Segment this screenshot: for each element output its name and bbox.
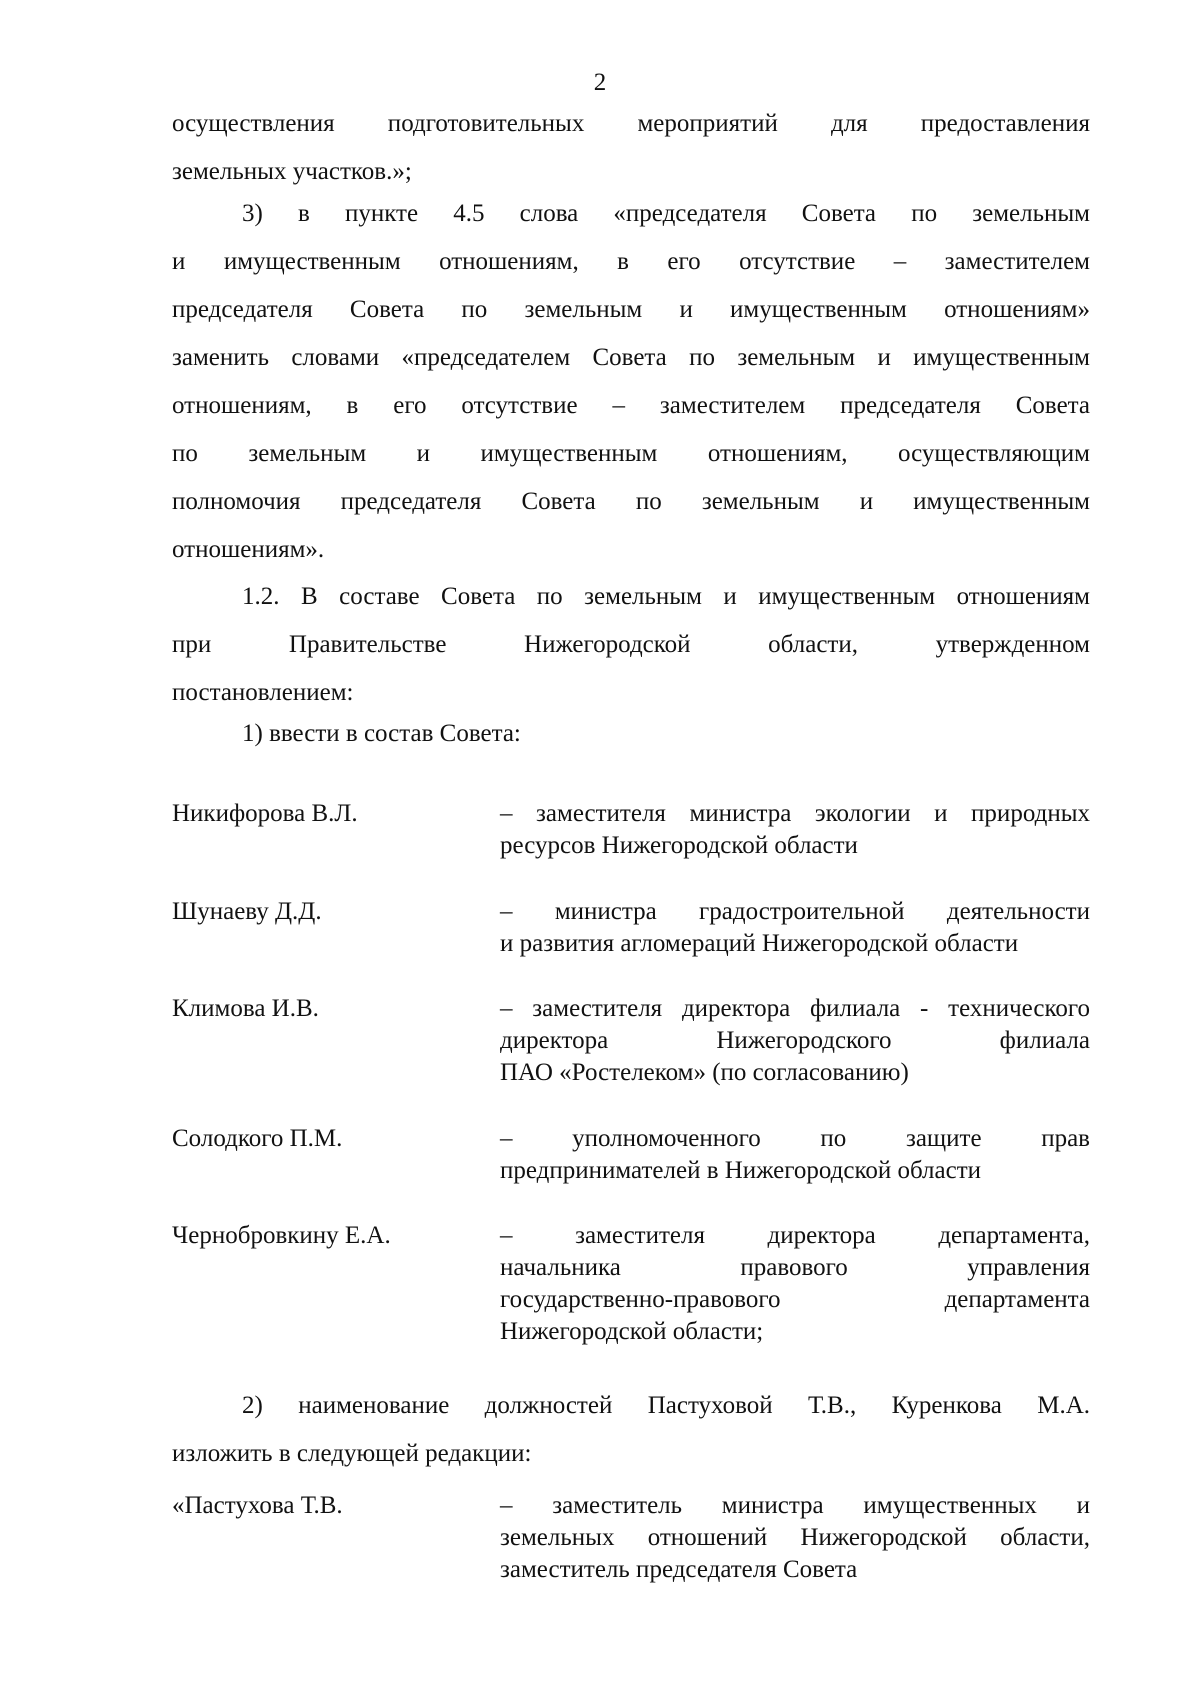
member-position: [500, 896, 1090, 960]
position-line: и развития агломераций Нижегородской области: [500, 930, 1019, 957]
item-3-paragraph: [172, 190, 1090, 574]
text-line: осуществления подготовительных мероприятий для предоставления: [172, 110, 1090, 137]
position-line: государственно-правового департамента: [500, 1286, 1090, 1313]
position-line: – заместителя министра экологии и природных: [500, 800, 1090, 827]
position-line: заместитель председателя Совета: [500, 1556, 858, 1583]
position-line: земельных отношений Нижегородской области,: [500, 1524, 1090, 1551]
position-line: предпринимателей в Нижегородской области: [500, 1157, 982, 1184]
position-line: – заместителя директора филиала - технического: [500, 995, 1090, 1022]
member-position: [500, 1220, 1090, 1348]
member-position: [500, 993, 1090, 1089]
member-name: Чернобровкину Е.А.: [172, 1222, 391, 1249]
member-entry: [172, 1220, 1090, 1360]
text-line: 1.2. В составе Совета по земельным и имущественным отношениям: [242, 583, 1090, 610]
position-line: – министра градостроительной деятельности: [500, 898, 1090, 925]
intro-paragraph: [172, 100, 1090, 196]
member-position: [500, 1490, 1090, 1586]
subitem-1-paragraph: [172, 710, 1090, 758]
position-line: – заместителя директора департамента,: [500, 1222, 1090, 1249]
member-entry: [172, 993, 1090, 1133]
text-line: 3) в пункте 4.5 слова «председателя Совета по земельным: [242, 200, 1090, 227]
member-entry: [172, 1490, 1090, 1630]
text-line: отношениям».: [172, 536, 325, 563]
text-line: при Правительстве Нижегородской области, утвержденном: [172, 631, 1090, 658]
member-position: [500, 798, 1090, 862]
text-line: постановлением:: [172, 679, 354, 706]
text-line: 1) ввести в состав Совета:: [242, 720, 521, 747]
member-name: Климова И.В.: [172, 995, 319, 1022]
member-name: Шунаеву Д.Д.: [172, 898, 322, 925]
text-line: председателя Совета по земельным и имущественным отношениям»: [172, 296, 1090, 323]
position-line: начальника правового управления: [500, 1254, 1090, 1281]
page-number: 2: [593, 69, 607, 96]
text-line: и имущественным отношениям, в его отсутствие – заместителем: [172, 248, 1090, 275]
member-position: [500, 1123, 1090, 1187]
text-line: земельных участков.»;: [172, 158, 412, 185]
position-line: – заместитель министра имущественных и: [500, 1492, 1090, 1519]
member-name: Солодкого П.М.: [172, 1125, 343, 1152]
position-line: ресурсов Нижегородской области: [500, 832, 858, 859]
text-line: по земельным и имущественным отношениям, осуществляющим: [172, 440, 1090, 467]
position-line: директора Нижегородского филиала: [500, 1027, 1090, 1054]
text-line: изложить в следующей редакции:: [172, 1440, 532, 1467]
position-line: Нижегородской области;: [500, 1318, 764, 1345]
text-line: заменить словами «председателем Совета по земельным и имущественным: [172, 344, 1090, 371]
position-line: – уполномоченного по защите прав: [500, 1125, 1090, 1152]
text-line: отношениям, в его отсутствие – заместителем председателя Совета: [172, 392, 1090, 419]
position-line: ПАО «Ростелеком» (по согласованию): [500, 1059, 909, 1086]
section-1-2-paragraph: [172, 573, 1090, 717]
subitem-2-paragraph: [172, 1382, 1090, 1478]
text-line: 2) наименование должностей Пастуховой Т.В., Куренкова М.А.: [242, 1392, 1090, 1419]
member-name: Никифорова В.Л.: [172, 800, 358, 827]
member-name: «Пастухова Т.В.: [172, 1492, 343, 1519]
text-line: полномочия председателя Совета по земельным и имущественным: [172, 488, 1090, 515]
